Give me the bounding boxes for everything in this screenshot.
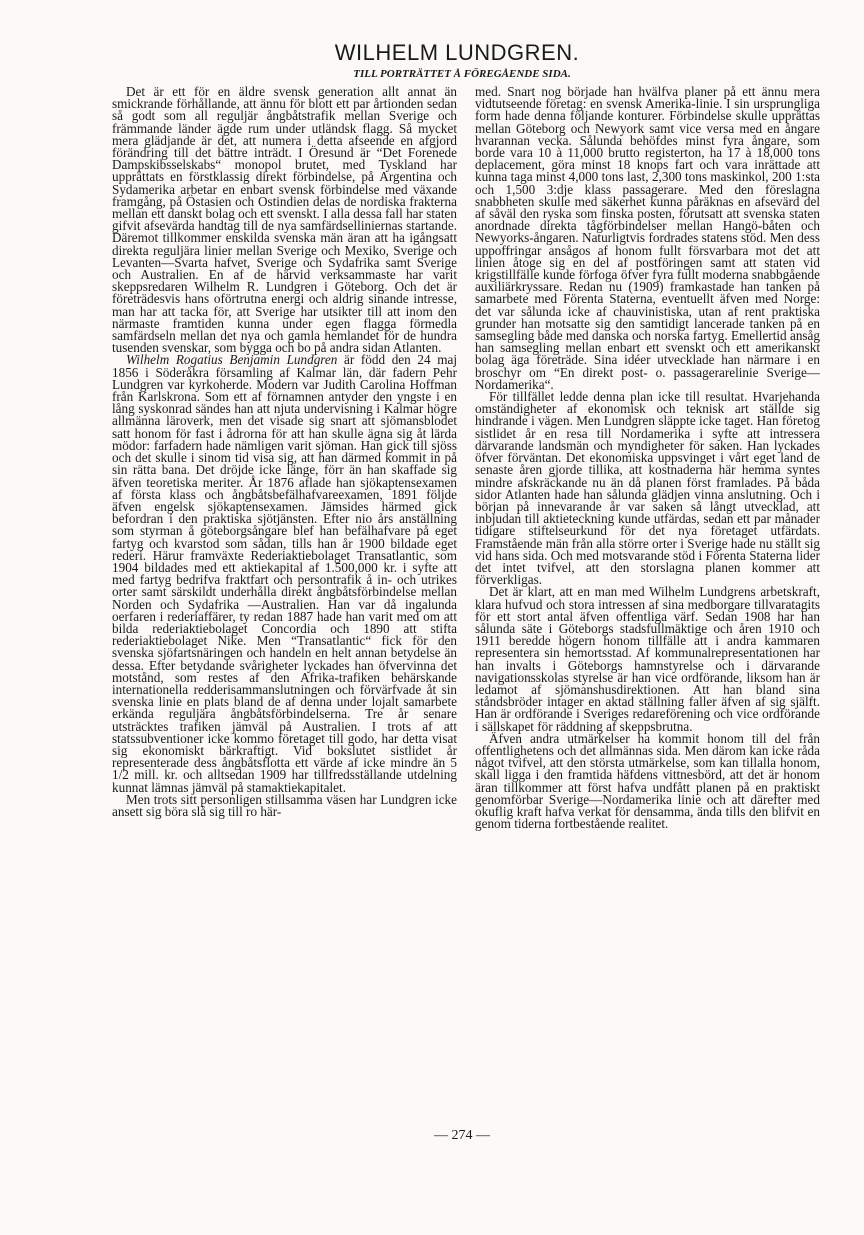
paragraph: Det är ett för en äldre svensk generation allt annat än smickrande förhållande, att ännu för blott ett par årtionden sedan så godt som all reguljär ångbåtstrafik mellan Sverige och främmande länder ägde rum under utländsk flagg. Så mycket mera glädjande är det, att numera i detta afseende en afgjord förändring till det bättre inträdt. I Öresund är “Det Forenede Dampskibsselskabs“ monopol brutet, med Tyskland har upprättats en förstklassig direkt förbindelse, på Argentina och Sydamerika arbetar en enbart svensk förbindelse med växande framgång, på Östasien och Ostindien delas de nordiska frakterna mellan ett danskt bolag och ett svenskt. I alla dessa fall har staten gifvit afsevärda handtag till de nya samfärdselliniernas startande. Däremot tillkommer enskilda svenska män äran att ha igångsatt direkta reguljära linier mellan Sverige och Mexiko, Sverige och Levanten—Svarta hafvet, Sverige och Sydafrika samt Sverige och Australien. En af de härvid verksammaste har varit skeppsredaren Wilhelm R. Lundgren i Göteborg. Och det är företrädesvis hans oförtrutna energi och aldrig sinande intresse, man har att tacka för, att Sverige har utsikter till att inom den närmaste framtiden kunna under egen flagga förmedla samfärdseln mellan det nya och gamla hemlandet för de hundra tusenden svenskar, som bygga och bo på andra sidan Atlanten. [112, 86, 457, 356]
article-title: WILHELM LUNDGREN. [334, 40, 580, 65]
paragraph-text: är född den 24 maj 1856 i Söderåkra församling af Kalmar län, där fadern Pehr Lundgren var kyrkoherde. Modern var Judith Carolina Hoffman från Karlskrona. Som ett af förnamnen antyder den yngste i en lång syskonrad sändes han att njuta undervisning i Kalmar högre allmänna läroverk, men det visade sig snart att sjömansblodet satt honom för fast i ådrorna för att han skulle ägna sig åt lärda mödor: farfadern hade nämligen varit sjöman. Han gick till sjöss och det skulle i sinom tid visa sig, att han därmed kommit in på sin rätta bana. Det dröjde icke länge, förr än han skaffade sig äfven teoretiska meriter. År 1876 aflade han sjökaptensexamen af första klass och ångbåtsbefälhafvareexamen, 1891 följde äfven engelsk sjökaptensexamen. Jämsides härmed gick befordran i den praktiska sjötjänsten. Efter nio års anställning som styrman å göteborgsångare blef han befälhafvare på eget fartyg och kvarstod som sådan, tills han år 1900 bildade eget rederi. Härur framväxte Rederiaktiebolaget Transatlantic, som 1904 bildades med ett aktiekapital af 1.500,000 kr. i syfte att med fartyg bedrifva fraktfart och persontrafik å in- och utrikes orter samt särskildt underhålla direkt ångbåtsförbindelse mellan Norden och Sydafrika —Australien. Han var då ingalunda oerfaren i rederiaffärer, ty redan 1887 hade han varit med om att bilda rederiaktiebolaget Concordia och 1890 att stifta rederiaktiebolaget Nike. Men “Transatlantic“ fick för den svenska sjöfartsnäringen och handeln en helt annan betydelse än dessa. Efter betydande svårigheter lyckades han öfvervinna det motstånd, som restes af den Afrika-trafiken behärskande internationella redderisammanslutningen och förvärfvade åt sin svenska linie en plats bland de af denna under lojalt samarbete erkända reguljära ångbåtsförbindelserna. Tre år senare utsträcktes trafiken jämväl på Australien. I trots af att statssubventioner icke kommo företaget till godo, har detta visat sig ekonomiskt bärkraftigt. Vid bokslutet sistlidet år representerade dess ångbåtsflotta ett värde af icke mindre än 5 1/2 mill. kr. och alltsedan 1909 har tillfredsställande utdelning kunnat lämnas jämväl på stamaktiekapitalet. [112, 352, 457, 795]
paragraph: För tillfället ledde denna plan icke till resultat. Hvarjehanda omständigheter af ekonomisk och teknisk art ställde sig hindrande i vägen. Men Lundgren släppte icke taget. Han företog sistlidet år en resa till Nordamerika i syfte att intressera därvarande landsmän och myndigheter för saken. Han lyckades öfver förväntan. Det ekonomiska uppsvinget i vårt eget land de senaste åren gjorde tillika, att kostnaderna här hemma syntes mindre afskräckande nu än då planen först framlades. På båda sidor Atlanten hade han sålunda glädjen vinna anslutning. Och i början på innevarande år var saken så långt utvecklad, att inbjudan till aktieteckning kunde utfärdas, sedan ett par månader tidigare stiftelseurkund för det nya företaget utfärdats. Framstående män från alla större orter i Sverige hade nu ställt sig vid hans sida. Och med motsvarande stöd i Förenta Staterna lider det intet tvifvel, att den storslagna planen kommer att förverkligas. [475, 389, 820, 588]
right-text-column [475, 86, 820, 1126]
paragraph [112, 354, 457, 793]
paragraph: Men trots sitt personligen stillsamma väsen har Lundgren icke ansett sig böra slå sig till ro här- [112, 791, 457, 819]
article-subtitle: TILL PORTRÄTTET Å FÖREGÅENDE SIDA. [353, 68, 571, 80]
left-text-column [112, 86, 457, 1126]
paragraph: Det är klart, att en man med Wilhelm Lundgrens arbetskraft, klara hufvud och stora intressen af sina medborgare tillvaratagits för ett stort antal äfven offentliga värf. Sedan 1908 har han sålunda säte i Göteborgs stadsfullmäktige och åren 1910 och 1911 beredde högern honom tillfälle att i andra kammaren representera sin hemortsstad. Af kommunalrepresentationen har han invalts i Göteborgs hamnstyrelse och i därvarande navigationsskolas styrelse är han vice ordförande, liksom han är ledamot af sjömanshusdirektionen. Att han bland sina ståndsbröder intager en aktad ställning faller äfven af sig själft. Han är ordförande i Sveriges redareförening och vice ordförande i sällskapet för räddning af skeppsbrutna. [475, 584, 820, 734]
person-name: Wilhelm Rogatius Benjamin Lundgren [126, 352, 338, 368]
paragraph: Äfven andra utmärkelser ha kommit honom till del från offentlighetens och det allmännas sida. Men därom kan icke råda något tvifvel, att den största utmärkelse, som kan tillalla honom, skall ligga i den framtida häfdens vittnesbörd, att det är honom äran tillkommer att först hafva undfått planen på en praktiskt genomförbar Sverige—Nordamerika linie och att därefter med okuflig kraft hafva verkat för densamma, ända tills den blifvit en genom tiderna fortbestående realitet. [475, 730, 820, 832]
page-number: — 274 — [434, 1128, 490, 1143]
paragraph: med. Snart nog började han hvälfva planer på ett ännu mera vidtutseende företag: en svensk Amerika-linie. I sin ursprungliga form hade denna följande konturer. Förbindelse skulle upprättas mellan Göteborg och Newyork samt vice versa med en ångare hvarannan vecka. Sålunda behöfdes minst fyra ångare, som borde vara 10 à 11,000 brutto registerton, ha 17 à 18,000 tons deplacement, göra minst 18 knops fart och vara inrättade att kunna taga minst 4,000 tons last, 2,300 tons maskinkol, 200 1:sta och 1,500 3:dje klass passagerare. Med den föreslagna snabbheten skulle med säkerhet kunna påräknas en afsevärd del af såväl den ryska som finska posten, förutsatt att svenska staten anordnade direkta tågförbindelser mellan Hangö-båten och Newyorks-ångaren. Naturligtvis fordrades statens stöd. Men dess uppoffringar ansågos af honom fullt försvarbara mot det att linien åtoge sig en del af postföringen samt att staten vid krigstillfälle kunde förfoga öfver fyra fullt moderna snabbgående auxiliärkryssare. Redan nu (1909) framkastade han tanken på samarbete med Förenta Staterna, eventuellt äfven med Norge: det var sålunda icke af chauvinistiska, utan af rent praktiska grunder han motsatte sig den samtidigt lancerade tanken på en samsegling både med danska och norska fartyg. Emellertid ansåg han samsegling mellan enbart ett svenskt och ett amerikanskt bolag äga företräde. Sina idéer utvecklade han närmare i en broschyr om “En direkt post- o. passagerarelinie Sverige—Nordamerika“. [475, 86, 820, 392]
